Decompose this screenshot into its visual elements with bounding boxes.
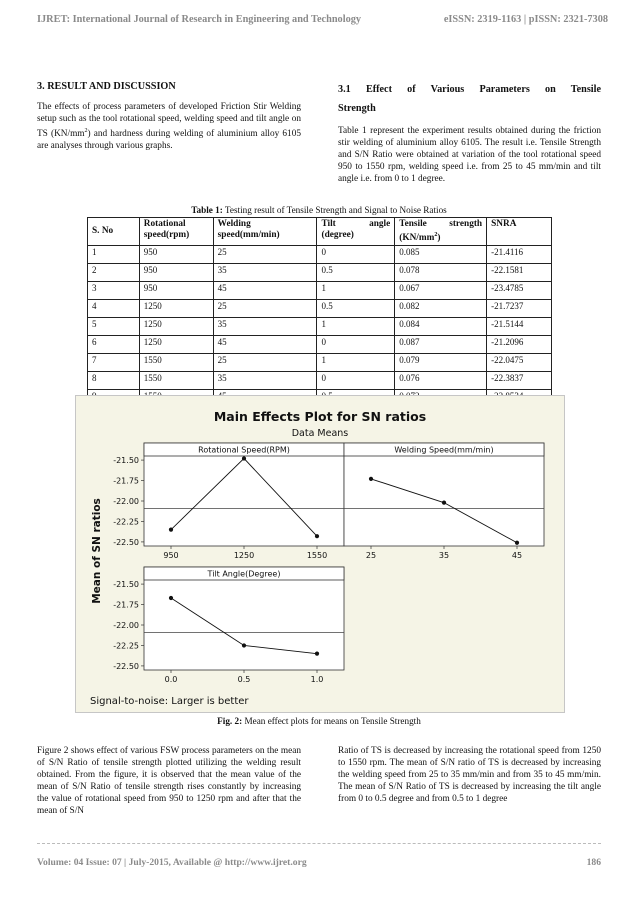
panel-frame [144, 567, 344, 670]
cell: 1250 [139, 300, 213, 318]
col-header-rotational [139, 218, 213, 246]
cell: -21.4116 [487, 246, 552, 264]
cell: -21.5144 [487, 318, 552, 336]
header-tilt-1b: angle [369, 219, 391, 229]
cell: -22.3837 [487, 372, 552, 390]
y-tick-label: -22.50 [113, 537, 139, 547]
cell: 1250 [139, 336, 213, 354]
right-column [338, 80, 601, 185]
data-point [315, 534, 319, 538]
cell: 0 [317, 372, 395, 390]
header-tilt-1: Tilt [321, 219, 336, 229]
cell: 6 [88, 336, 140, 354]
footer-volume-text: Volume: 04 Issue: 07 | July-2015, Available @ [37, 857, 225, 868]
cell: 0.078 [395, 264, 487, 282]
cell: 35 [213, 318, 317, 336]
table-row [88, 372, 552, 390]
intro-text-a: The effects of process parameters of developed Friction Stir Welding setup such as the tool rotational speed, welding speed and tilt angle on TS (KN/mm [37, 102, 301, 140]
data-point [169, 596, 173, 600]
results-table [87, 217, 552, 408]
cell: -23.4785 [487, 282, 552, 300]
journal-name: IJRET: International Journal of Research in Engineering and Technology [37, 14, 362, 25]
table-row [88, 264, 552, 282]
main-effects-chart [76, 396, 564, 712]
cell: 25 [213, 300, 317, 318]
cell: 1550 [139, 372, 213, 390]
y-tick-label: -21.75 [113, 600, 139, 610]
col-header-tensile [395, 218, 487, 246]
page-number: 186 [586, 857, 601, 868]
data-point [169, 528, 173, 532]
col-header-welding [213, 218, 317, 246]
main-effects-figure [75, 395, 565, 713]
bottom-right-column [338, 745, 601, 805]
figure-caption-label: Fig. 2: [217, 716, 243, 726]
cell: 0.084 [395, 318, 487, 336]
subsection-heading-line1: 3.1 Effect of Various Parameters on Tensile [338, 84, 601, 95]
cell: 8 [88, 372, 140, 390]
cell: -21.7237 [487, 300, 552, 318]
chart-title: Main Effects Plot for SN ratios [213, 409, 427, 424]
x-tick-label: 1250 [233, 551, 255, 560]
cell: 7 [88, 354, 140, 372]
y-tick-label: -21.50 [113, 456, 139, 466]
data-point [369, 477, 373, 481]
table-row [88, 336, 552, 354]
cell: 35 [213, 372, 317, 390]
header-tilt-2: (degree) [321, 230, 354, 240]
cell: 0.5 [317, 300, 395, 318]
cell: 0.067 [395, 282, 487, 300]
cell: 950 [139, 264, 213, 282]
data-point [442, 501, 446, 505]
data-point [242, 456, 246, 460]
table-row [88, 246, 552, 264]
discussion-paragraph-left: Figure 2 shows effect of various FSW process parameters on the mean of S/N Ratio of tensile strength plotted utilizing the welding result obtained. From the figure, it is observed that the mean value of the mean of S/N Ratio of tensile strength rises constantly by increasing the value of rotational speed from 950 to 1250 rpm and after that the mean of S/N [37, 746, 301, 816]
x-tick-label: 1550 [306, 551, 328, 560]
cell: 0.079 [395, 354, 487, 372]
header-rot-1: Rotational [143, 219, 186, 229]
results-paragraph: Table 1 represent the experiment results obtained during the friction stir welding of aluminium alloy 6105. The result i.e. Tensile Strength and S/N Ratio were obtained at variation of the tool rotational speed 950 to 1550 rpm, welding speed i.e. from 25 to 45 mm/min and tilt angle i.e. from 0 to 1 degree. [338, 126, 601, 184]
header-sno-text: S. No [92, 226, 114, 237]
header-ts-2a: (KN/mm [399, 233, 435, 244]
cell: 5 [88, 318, 140, 336]
data-point [242, 643, 246, 647]
cell: 25 [213, 354, 317, 372]
header-weld-1: Welding [217, 219, 251, 229]
table-caption-text: Testing result of Tensile Strength and Signal to Noise Ratios [222, 205, 447, 215]
data-point [315, 652, 319, 656]
x-tick-label: 1.0 [310, 675, 324, 684]
panel-title: Welding Speed(mm/min) [394, 445, 494, 455]
left-column [37, 80, 301, 152]
y-axis-label: Mean of SN ratios [91, 498, 103, 604]
header-ts-2b: ) [437, 233, 441, 244]
cell: 2 [88, 264, 140, 282]
cell: 1550 [139, 354, 213, 372]
table-row [88, 318, 552, 336]
subsection-heading-line2: Strength [338, 103, 376, 114]
y-tick-label: -22.50 [113, 661, 139, 671]
cell: 0 [317, 336, 395, 354]
table-caption-label: Table 1: [191, 205, 223, 215]
cell: 25 [213, 246, 317, 264]
x-tick-label: 950 [163, 551, 179, 560]
bottom-left-column [37, 745, 301, 817]
cell: 1 [317, 318, 395, 336]
page-footer [37, 857, 601, 868]
y-tick-label: -22.25 [113, 517, 139, 527]
header-weld-2: speed(mm/min) [217, 230, 280, 240]
figure-caption-text: Mean effect plots for means on Tensile Strength [242, 716, 421, 726]
cell: 4 [88, 300, 140, 318]
cell: 0.5 [317, 264, 395, 282]
cell: 0.076 [395, 372, 487, 390]
cell: 1 [88, 246, 140, 264]
cell: 0.082 [395, 300, 487, 318]
section-heading: 3. RESULT AND DISCUSSION [37, 81, 176, 92]
cell: -22.1581 [487, 264, 552, 282]
table-row [88, 300, 552, 318]
chart-subtitle: Data Means [291, 428, 349, 439]
header-ts-1b: strength [449, 219, 483, 229]
panel-title: Rotational Speed(RPM) [198, 445, 290, 455]
y-tick-label: -22.00 [113, 497, 139, 506]
figure-caption [0, 716, 638, 726]
cell: 3 [88, 282, 140, 300]
cell: 45 [213, 336, 317, 354]
cell: -22.0475 [487, 354, 552, 372]
cell: 1 [317, 354, 395, 372]
cell: 0.085 [395, 246, 487, 264]
cell: 35 [213, 264, 317, 282]
discussion-paragraph-right: Ratio of TS is decreased by increasing the rotational speed from 1250 to 1550 rpm. The mean of S/N ratio of TS is decreased by increasing the welding speed from 25 to 35 mm/min and from 35 to 45 mm/min. The mean of S/N Ratio of TS is decreased by increasing the tilt angle from 0 to 0.5 degree and from 0.5 to 1 degree [338, 746, 601, 804]
issn: eISSN: 2319-1163 | pISSN: 2321-7308 [443, 14, 608, 25]
chart-footnote: Signal-to-noise: Larger is better [90, 696, 249, 707]
table-caption [0, 205, 638, 215]
table-row [88, 282, 552, 300]
table-header-row [88, 218, 552, 246]
footer-volume [37, 857, 307, 868]
data-point [515, 541, 519, 545]
header-rot-2: speed(rpm) [143, 230, 190, 240]
cell: 45 [213, 282, 317, 300]
cell: -21.2096 [487, 336, 552, 354]
y-tick-label: -21.75 [113, 476, 139, 486]
x-tick-label: 45 [511, 551, 523, 560]
header-ts-sup: 2 [434, 232, 438, 238]
footer-divider [37, 843, 601, 844]
table-row [88, 354, 552, 372]
x-tick-label: 35 [438, 551, 450, 560]
intro-text-b: ) and hardness during welding of aluminium alloy 6105 are analyses through various graphs. [37, 129, 301, 152]
y-tick-label: -21.50 [113, 580, 139, 590]
y-tick-label: -22.25 [113, 641, 139, 651]
running-header [37, 14, 608, 25]
cell: 0.087 [395, 336, 487, 354]
header-ts-1: Tensile [399, 219, 427, 229]
intro-paragraph [37, 101, 301, 152]
col-header-snra [487, 218, 552, 246]
y-tick-label: -22.00 [113, 621, 139, 630]
cell: 1 [317, 282, 395, 300]
panel-frame [344, 443, 544, 546]
cell: 950 [139, 282, 213, 300]
panel-title: Tilt Angle(Degree) [207, 569, 281, 579]
journal-link[interactable]: http://www.ijret.org [224, 857, 307, 868]
cell: 1250 [139, 318, 213, 336]
x-tick-label: 25 [365, 551, 377, 560]
col-header-sno [88, 218, 140, 246]
cell: 0 [317, 246, 395, 264]
cell: 950 [139, 246, 213, 264]
header-snra-text: SNRA [491, 219, 517, 229]
x-tick-label: 0.5 [237, 675, 251, 684]
intro-sup: 2 [84, 128, 88, 134]
x-tick-label: 0.0 [164, 675, 178, 684]
col-header-tilt [317, 218, 395, 246]
